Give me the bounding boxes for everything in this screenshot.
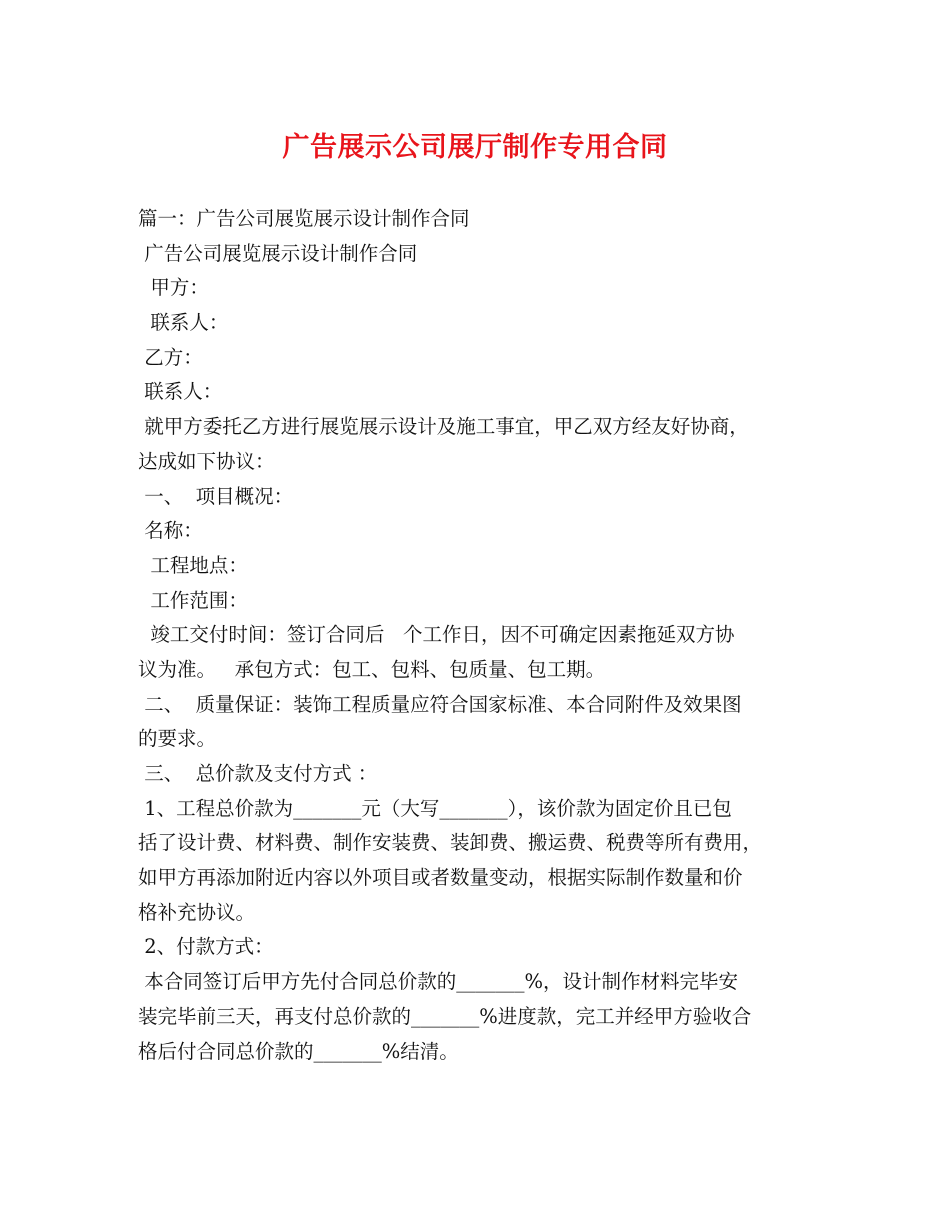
body-line: 达成如下协议：	[138, 449, 275, 473]
body-line: 装完毕前三天，再支付总价款的_______%进度款，完工并经甲方验收合	[138, 1004, 752, 1028]
body-line: 工作范围：	[138, 588, 248, 612]
body-line: 格补充协议。	[138, 900, 256, 924]
body-line: 本合同签订后甲方先付合同总价款的_______%，设计制作材料完毕安	[138, 970, 738, 994]
body-line: 名称：	[138, 519, 203, 543]
body-line: 篇一：广告公司展览展示设计制作合同	[138, 207, 470, 230]
body-line: 广告公司展览展示设计制作合同	[138, 241, 418, 265]
body-line: 的要求。	[138, 727, 217, 751]
body-line: 乙方：	[138, 345, 203, 369]
body-line: 就甲方委托乙方进行展览展示设计及施工事宜，甲乙双方经友好协商，	[138, 415, 749, 439]
body-line: 三、 总价款及支付方式 ：	[138, 762, 378, 785]
body-line: 工程地点：	[138, 553, 248, 577]
body-line: 1、工程总价款为_______元（大写_______），该价款为固定价且已包	[138, 796, 732, 820]
body-line: 议为准。 承包方式：包工、包料、包质量、包工期。	[138, 657, 606, 681]
body-line: 联系人：	[138, 311, 229, 335]
body-line: 竣工交付时间：签订合同后 个工作日，因不可确定因素拖延双方协	[138, 623, 735, 647]
document-title: 广告展示公司展厅制作专用合同	[282, 132, 668, 163]
body-line: 联系人：	[138, 380, 223, 404]
body-line: 2、付款方式：	[138, 935, 274, 959]
body-line: 一、 项目概况：	[138, 484, 294, 508]
body-line: 如甲方再添加附近内容以外项目或者数量变动，根据实际制作数量和价	[138, 866, 743, 890]
body-line: 括了设计费、材料费、制作安装费、装卸费、搬运费、税费等所有费用，	[138, 831, 763, 855]
document-body	[138, 202, 838, 1069]
body-line: 甲方：	[138, 276, 209, 300]
body-line: 格后付合同总价款的_______%结清。	[138, 1039, 459, 1063]
body-line: 二、 质量保证：装饰工程质量应符合国家标准、本合同附件及效果图	[138, 692, 742, 716]
